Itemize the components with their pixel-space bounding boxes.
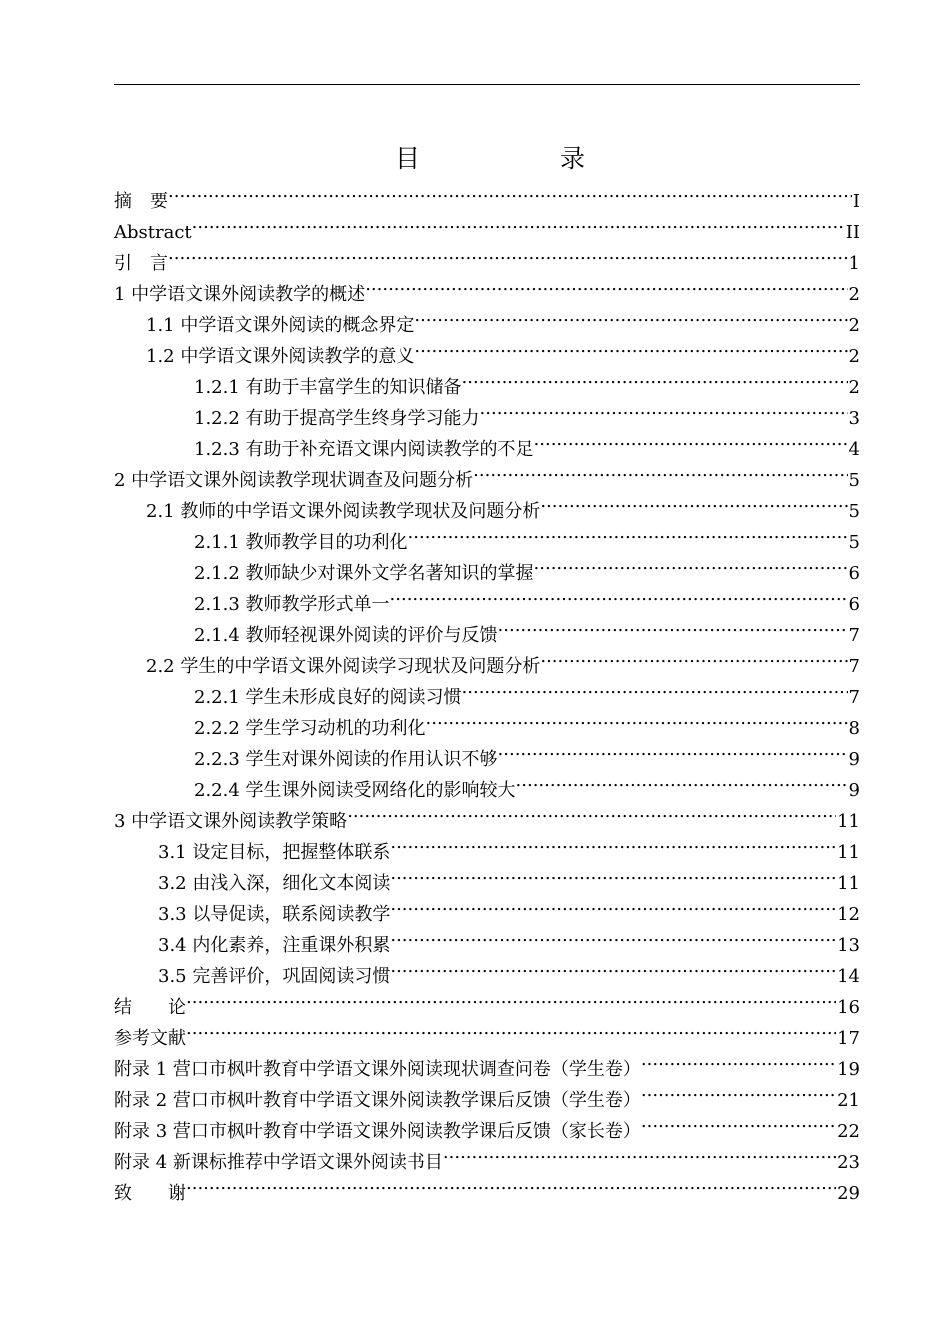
toc-entry-title: 附录 4 新课标推荐中学语文课外阅读书目: [114, 1152, 443, 1173]
toc-page-number: 17: [837, 1028, 860, 1049]
toc-entry-title: 致 谢: [114, 1183, 186, 1204]
toc-entry-title: 2.1.1 教师教学目的功利化: [194, 532, 408, 553]
toc-entry-title: 摘 要: [114, 191, 168, 212]
toc-entry-title: 1.2.1 有助于丰富学生的知识储备: [194, 377, 462, 398]
toc-dot-leader: [443, 1137, 836, 1168]
toc-page-number: 7: [848, 625, 860, 646]
toc-entry-title: 2.2.2 学生学习动机的功利化: [194, 718, 426, 739]
toc-page-number: 22: [837, 1121, 860, 1142]
toc-page-number: 7: [848, 687, 860, 708]
toc-entry-title: 2 中学语文课外阅读教学现状调查及问题分析: [114, 470, 474, 491]
toc-page-number: 2: [848, 284, 860, 305]
toc-entry-title: 3 中学语文课外阅读教学策略: [114, 811, 348, 832]
toc-entry-title: 附录 2 营口市枫叶教育中学语文课外阅读教学课后反馈（学生卷）: [114, 1090, 641, 1111]
toc-entry-title: 1.2 中学语文课外阅读教学的意义: [146, 346, 415, 367]
toc-page-number: 19: [837, 1059, 860, 1080]
toc-entry-title: 2.2 学生的中学语文课外阅读学习现状及问题分析: [146, 656, 541, 677]
toc-entry-title: 3.5 完善评价，巩固阅读习惯: [158, 966, 391, 987]
toc-dot-leader: [192, 207, 845, 238]
toc-entry-title: 2.1.3 教师教学形式单一: [194, 594, 390, 615]
toc-dot-leader: [168, 238, 848, 269]
toc-entry-title: 3.4 内化素养，注重课外积累: [158, 935, 391, 956]
toc-entry[interactable]: [114, 1168, 860, 1204]
toc-page-number: 9: [848, 749, 860, 770]
toc-entry[interactable]: [114, 207, 860, 243]
toc-dot-leader: [540, 641, 847, 672]
toc-entry-title: 2.2.4 学生课外阅读受网络化的影响较大: [194, 780, 516, 801]
toc-entry[interactable]: [114, 1044, 860, 1080]
toc-dot-leader: [186, 1013, 836, 1044]
toc-entry-title: 2.1.4 教师轻视课外阅读的评价与反馈: [194, 625, 498, 646]
toc-dot-leader: [390, 827, 836, 858]
toc-entry[interactable]: [114, 1013, 860, 1049]
header-rule: [114, 84, 860, 85]
toc-entry-title: Abstract: [114, 222, 192, 243]
toc-page-number: II: [845, 222, 860, 243]
toc-page-number: 11: [837, 873, 860, 894]
toc-page-number: 5: [848, 501, 860, 522]
toc-entry[interactable]: [114, 238, 860, 274]
toc-entry[interactable]: [114, 982, 860, 1018]
toc-page-number: 7: [848, 656, 860, 677]
toc-page-number: 16: [837, 997, 860, 1018]
toc-page-number: 1: [848, 253, 860, 274]
toc-dot-leader: [390, 858, 836, 889]
toc-entry-title: 1.2.2 有助于提高学生终身学习能力: [194, 408, 480, 429]
toc-entry-title: 2.2.3 学生对课外阅读的作用认识不够: [194, 749, 498, 770]
toc-dot-leader: [365, 269, 847, 300]
toc-page-number: 13: [837, 935, 860, 956]
toc-dot-leader: [641, 1044, 836, 1075]
toc-page-number: 2: [848, 315, 860, 336]
toc-page-number: 2: [848, 377, 860, 398]
toc-page-number: 14: [837, 966, 860, 987]
toc-dot-leader: [498, 734, 848, 765]
toc-dot-leader: [414, 331, 847, 362]
toc-page-number: 23: [837, 1152, 860, 1173]
toc-page-number: 11: [837, 842, 860, 863]
toc-dot-leader: [168, 176, 852, 207]
toc-dot-leader: [426, 703, 848, 734]
toc-page-number: 9: [848, 780, 860, 801]
toc-dot-leader: [498, 610, 848, 641]
toc-dot-leader: [462, 672, 848, 703]
toc-dot-leader: [534, 424, 848, 455]
toc-entry-title: 1.2.3 有助于补充语文课内阅读教学的不足: [194, 439, 534, 460]
toc-dot-leader: [534, 548, 848, 579]
toc-page-number: 5: [848, 532, 860, 553]
toc-entry-title: 3.2 由浅入深，细化文本阅读: [158, 873, 391, 894]
toc-page-number: 8: [848, 718, 860, 739]
table-of-contents: [114, 176, 860, 1204]
toc-entry-title: 3.1 设定目标，把握整体联系: [158, 842, 391, 863]
toc-page-number: 4: [848, 439, 860, 460]
toc-dot-leader: [390, 920, 836, 951]
toc-dot-leader: [473, 455, 847, 486]
toc-dot-leader: [462, 362, 848, 393]
toc-entry[interactable]: [114, 269, 860, 305]
toc-title: 目 录: [394, 144, 615, 173]
toc-entry-title: 附录 3 营口市枫叶教育中学语文课外阅读教学课后反馈（家长卷）: [114, 1121, 641, 1142]
toc-entry-title: 1.1 中学语文课外阅读的概念界定: [146, 315, 415, 336]
toc-entry-title: 2.2.1 学生未形成良好的阅读习惯: [194, 687, 462, 708]
toc-dot-leader: [540, 486, 847, 517]
toc-page-number: I: [852, 191, 860, 212]
toc-dot-leader: [480, 393, 848, 424]
toc-dot-leader: [390, 951, 836, 982]
toc-page-number: 21: [837, 1090, 860, 1111]
toc-entry-title: 2.1 教师的中学语文课外阅读教学现状及问题分析: [146, 501, 541, 522]
toc-page-number: 6: [848, 594, 860, 615]
toc-page-number: 5: [848, 470, 860, 491]
toc-dot-leader: [641, 1106, 836, 1137]
toc-dot-leader: [390, 579, 848, 610]
toc-dot-leader: [186, 1168, 836, 1199]
toc-dot-leader: [516, 765, 848, 796]
toc-entry[interactable]: [114, 176, 860, 212]
toc-dot-leader: [186, 982, 836, 1013]
toc-entry-title: 3.3 以导促读，联系阅读教学: [158, 904, 391, 925]
toc-entry-title: 参考文献: [114, 1028, 186, 1049]
toc-page-number: 6: [848, 563, 860, 584]
toc-entry-title: 结 论: [114, 997, 186, 1018]
toc-dot-leader: [641, 1075, 836, 1106]
toc-dot-leader: [408, 517, 848, 548]
toc-dot-leader: [390, 889, 836, 920]
toc-page-number: 2: [848, 346, 860, 367]
toc-page-number: 11: [837, 811, 860, 832]
toc-dot-leader: [347, 796, 836, 827]
toc-entry-title: 引 言: [114, 253, 168, 274]
toc-page-number: 3: [848, 408, 860, 429]
toc-page-number: 12: [837, 904, 860, 925]
toc-entry-title: 附录 1 营口市枫叶教育中学语文课外阅读现状调查问卷（学生卷）: [114, 1059, 641, 1080]
toc-dot-leader: [414, 300, 847, 331]
toc-page-number: 29: [837, 1183, 860, 1204]
toc-entry-title: 2.1.2 教师缺少对课外文学名著知识的掌握: [194, 563, 534, 584]
toc-entry-title: 1 中学语文课外阅读教学的概述: [114, 284, 366, 305]
